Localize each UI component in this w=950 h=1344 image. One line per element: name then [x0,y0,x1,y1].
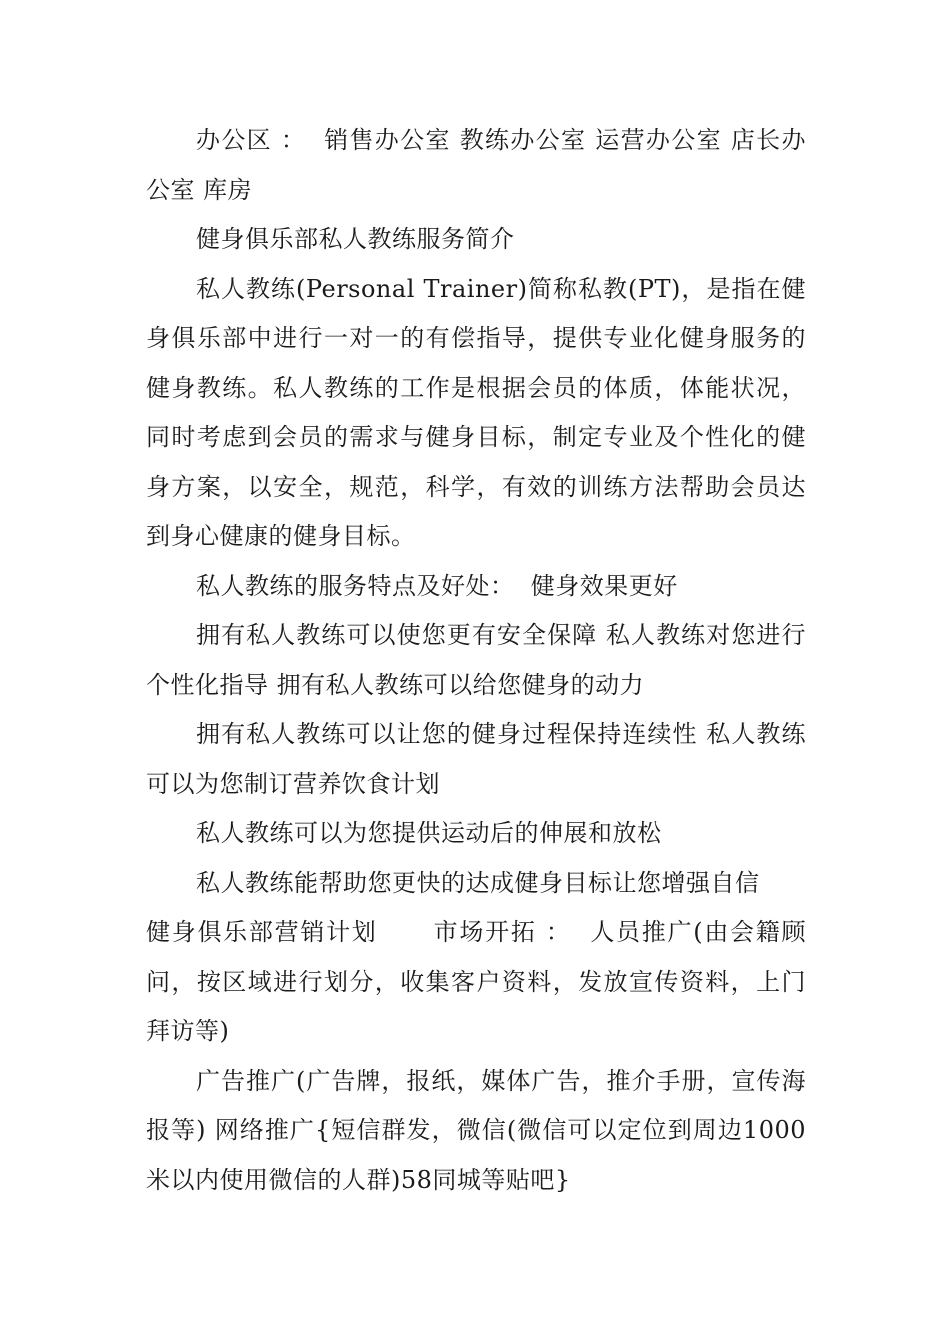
paragraph-advertising: 广告推广(广告牌，报纸，媒体广告，推介手册，宣传海报等) 网络推广{短信群发，微信(微信可以定位到周边1000米以内使用微信的人群)58同城等贴吧} [146,1066,806,1194]
paragraph-pt-benefits-4: 私人教练能帮助您更快的达成健身目标让您增强自信 [196,868,760,897]
paragraph-pt-features: 私人教练的服务特点及好处： 健身效果更好 [196,571,678,600]
paragraph-pt-intro-heading: 健身俱乐部私人教练服务简介 [196,225,515,253]
paragraph-pt-benefits-1: 拥有私人教练可以使您更有安全保障 私人教练对您进行个性化指导 拥有私人教练可以给您健身的动力 [146,621,806,699]
paragraph-marketing-plan: 健身俱乐部营销计划 市场开拓 ： 人员推广(由会籍顾问，按区域进行划分，收集客户资料，发放宣传资料，上门拜访等) [146,918,806,1045]
paragraph-office-area: 办公区 ： 销售办公室 教练办公室 运营办公室 店长办公室 库房 [146,126,806,204]
paragraph-pt-definition: 私人教练(Personal Trainer)简称私教(PT)，是指在健身俱乐部中进行一对一的有偿指导，提供专业化健身服务的健身教练。私人教练的工作是根据会员的体质，体能状况，同时考虑到会员的需求与健身目标，制定专业及个性化的健身方案，以安全，规范，科学，有效的训练方法帮助会员达到身心健康的健身目标。 [146,274,806,550]
paragraph-pt-benefits-3: 私人教练可以为您提供运动后的伸展和放松 [196,819,662,847]
paragraph-pt-benefits-2: 拥有私人教练可以让您的健身过程保持连续性 私人教练可以为您制订营养饮食计划 [146,720,806,798]
document-page [146,116,806,1205]
